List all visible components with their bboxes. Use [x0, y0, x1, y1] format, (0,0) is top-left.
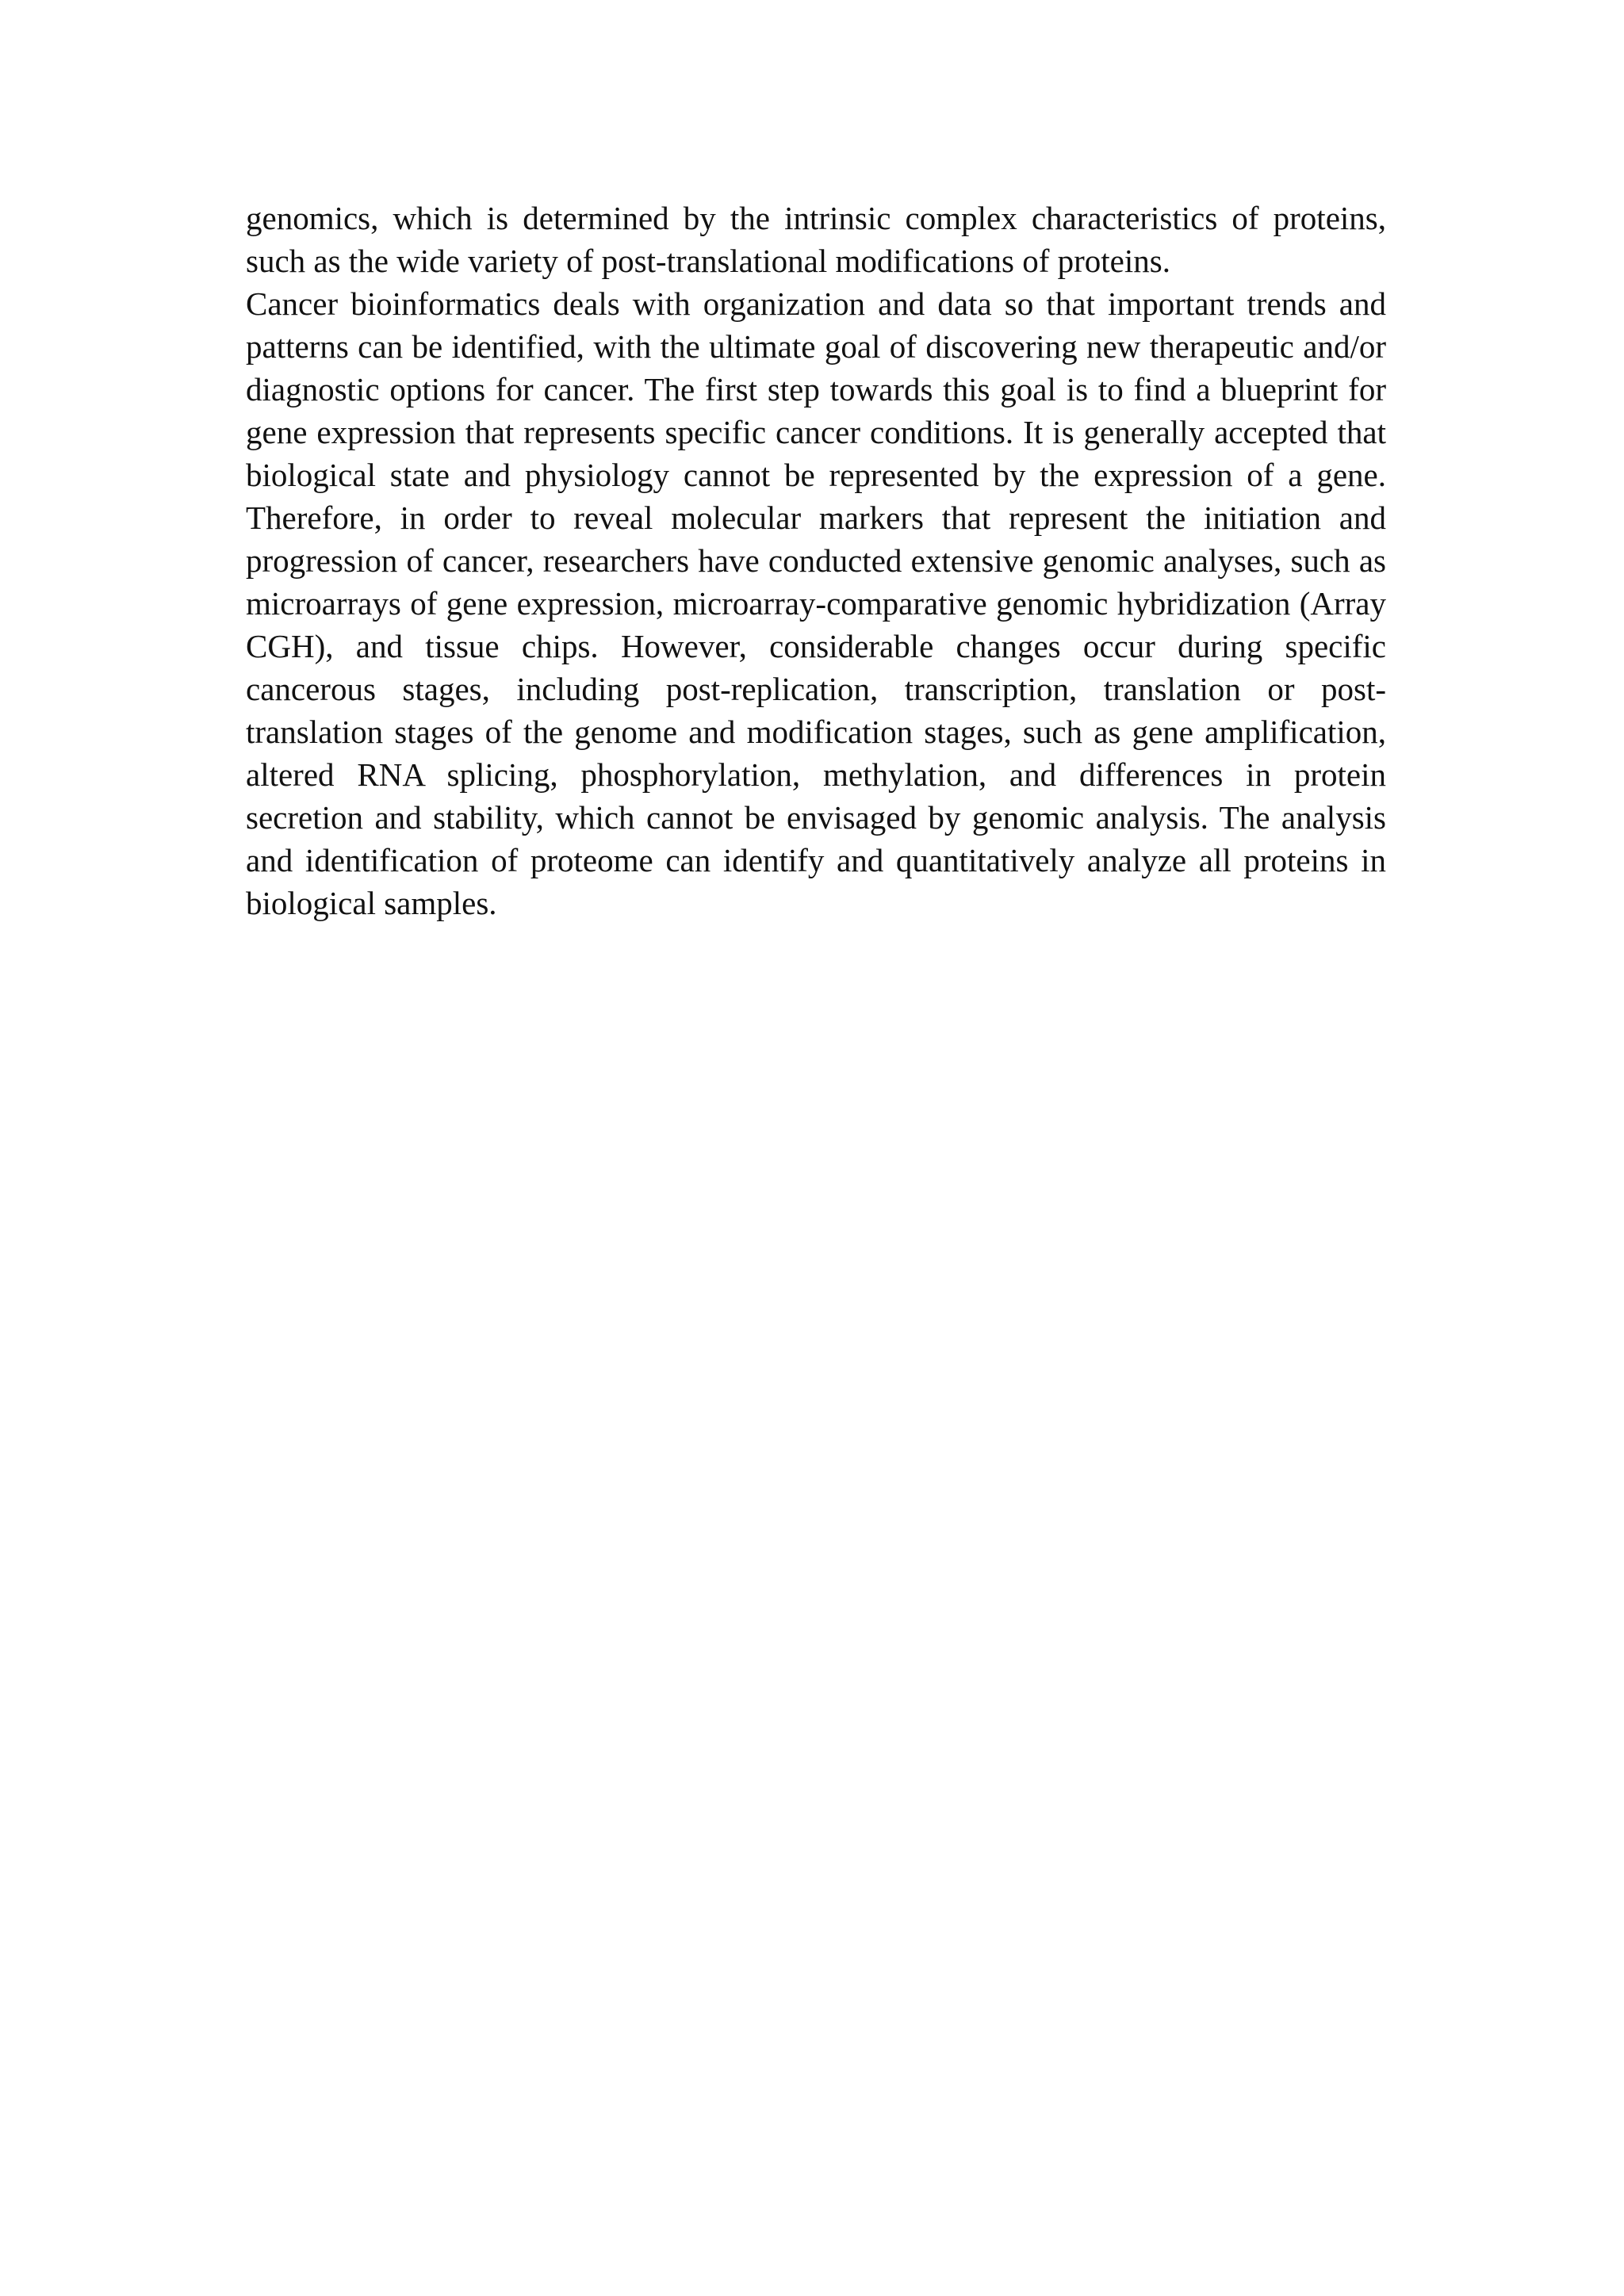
paragraph-cancer-bioinformatics: Cancer bioinformatics deals with organization and data so that important trends and patterns can be identified, with the ultimate goal of discovering new therapeutic and/or diagnostic options for cancer. The first step towards this goal is to find a blueprint for gene expression that represents specific cancer conditions. It is generally accepted that biological state and physiology cannot be represented by the expression of a gene. Therefore, in order to reveal molecular markers that represent the initiation and progression of cancer, researchers have conducted extensive genomic analyses, such as microarrays of gene expression, microarray-comparative genomic hybridization (Array CGH), and tissue chips. However, considerable changes occur during specific cancerous stages, including post-replication, transcription, translation or post-translation stages of the genome and modification stages, such as gene amplification, altered RNA splicing, phosphorylation, methylation, and differences in protein secretion and stability, which cannot be envisaged by genomic analysis. The analysis and identification of proteome can identify and quantitatively analyze all proteins in biological samples.	[246, 285, 1386, 921]
paragraph-continuation: genomics, which is determined by the intrinsic complex characteristics of proteins, such as the wide variety of post-translational modifications of proteins.	[246, 200, 1386, 279]
body-text	[246, 197, 1386, 924]
